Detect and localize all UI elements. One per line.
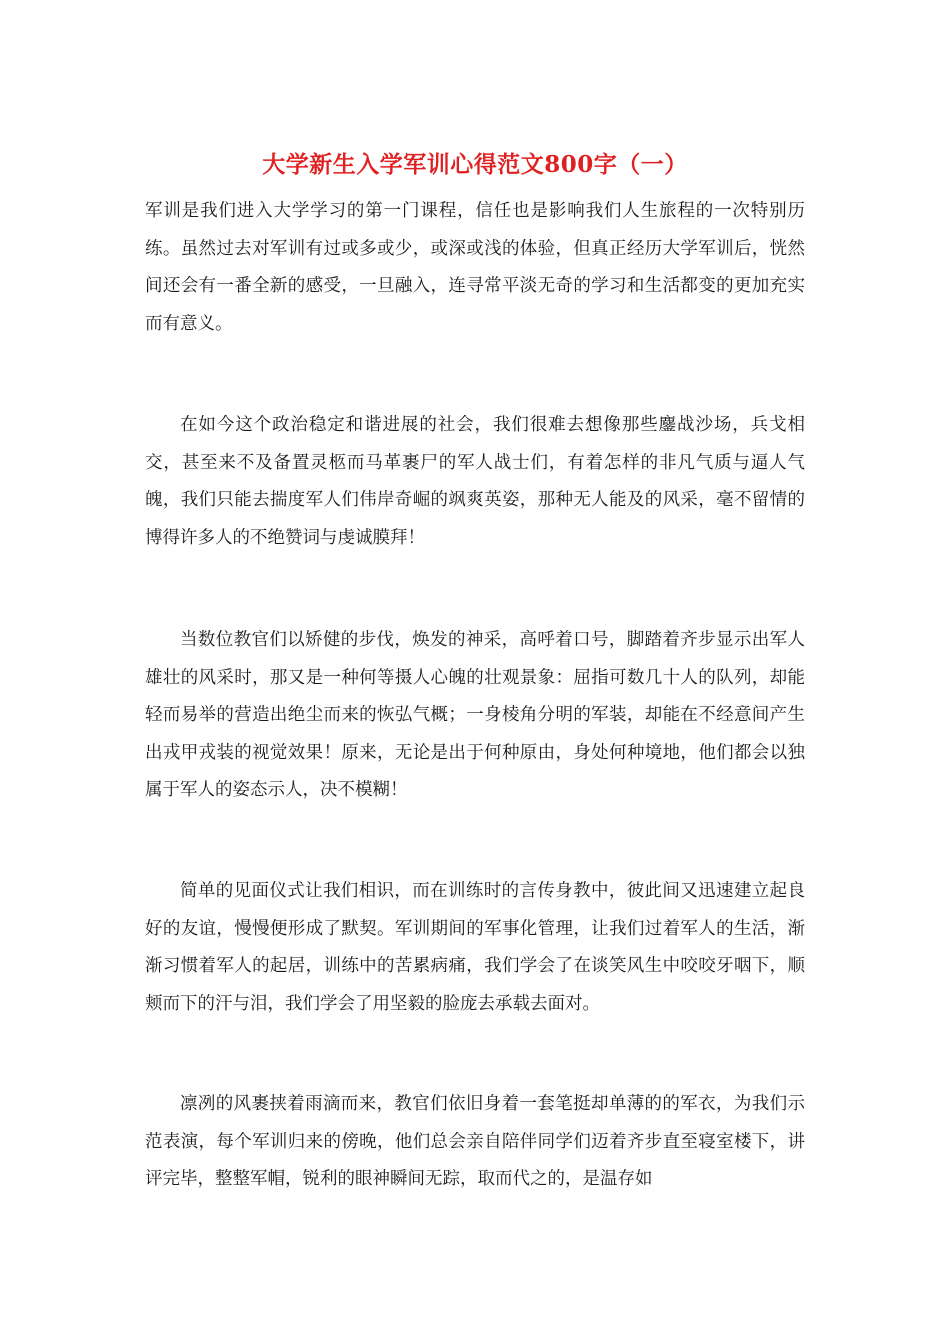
paragraph-4: 简单的见面仪式让我们相识，而在训练时的言传身教中，彼此间又迅速建立起良好的友谊，慢慢便形成了默契。军训期间的军事化管理，让我们过着军人的生活，渐渐习惯着军人的起居，训练中的苦累病痛，我们学会了在谈笑风生中咬咬牙咽下，顺颊而下的汗与泪，我们学会了用坚毅的脸庞去承载去面对。	[145, 881, 805, 1014]
paragraph-5: 凛冽的风裹挟着雨滴而来，教官们依旧身着一套笔挺却单薄的的军衣，为我们示范表演，每个军训归来的傍晚，他们总会亲自陪伴同学们迈着齐步直至寝室楼下，讲评完毕，整整军帽，锐利的眼神瞬间无踪，取而代之的，是温存如	[145, 1094, 805, 1189]
paragraph-2: 在如今这个政治稳定和谐进展的社会，我们很难去想像那些鏖战沙场，兵戈相交，甚至来不及备置灵柩而马革裹尸的军人战士们，有着怎样的非凡气质与逼人气魄，我们只能去揣度军人们伟岸奇崛的飒爽英姿，那种无人能及的风采，毫不留情的博得许多人的不绝赞词与虔诚膜拜！	[145, 415, 805, 548]
paragraph-3: 当数位教官们以矫健的步伐，焕发的神采，高呼着口号，脚踏着齐步显示出军人雄壮的风采时，那又是一种何等摄人心魄的壮观景象：屈指可数几十人的队列，却能轻而易举的营造出绝尘而来的恢弘气概；一身棱角分明的军装，却能在不经意间产生出戎甲戎装的视觉效果！原来，无论是出于何种原由，身处何种境地，他们都会以独属于军人的姿态示人，决不模糊！	[145, 630, 805, 800]
paragraph-1: 军训是我们进入大学学习的第一门课程，信任也是影响我们人生旅程的一次特别历练。虽然过去对军训有过或多或少，或深或浅的体验，但真正经历大学军训后，恍然间还会有一番全新的感受，一旦融入，连寻常平淡无奇的学习和生活都变的更加充实而有意义。	[145, 201, 805, 334]
document-title: 大学新生入学军训心得范文800字（一）	[262, 151, 688, 178]
